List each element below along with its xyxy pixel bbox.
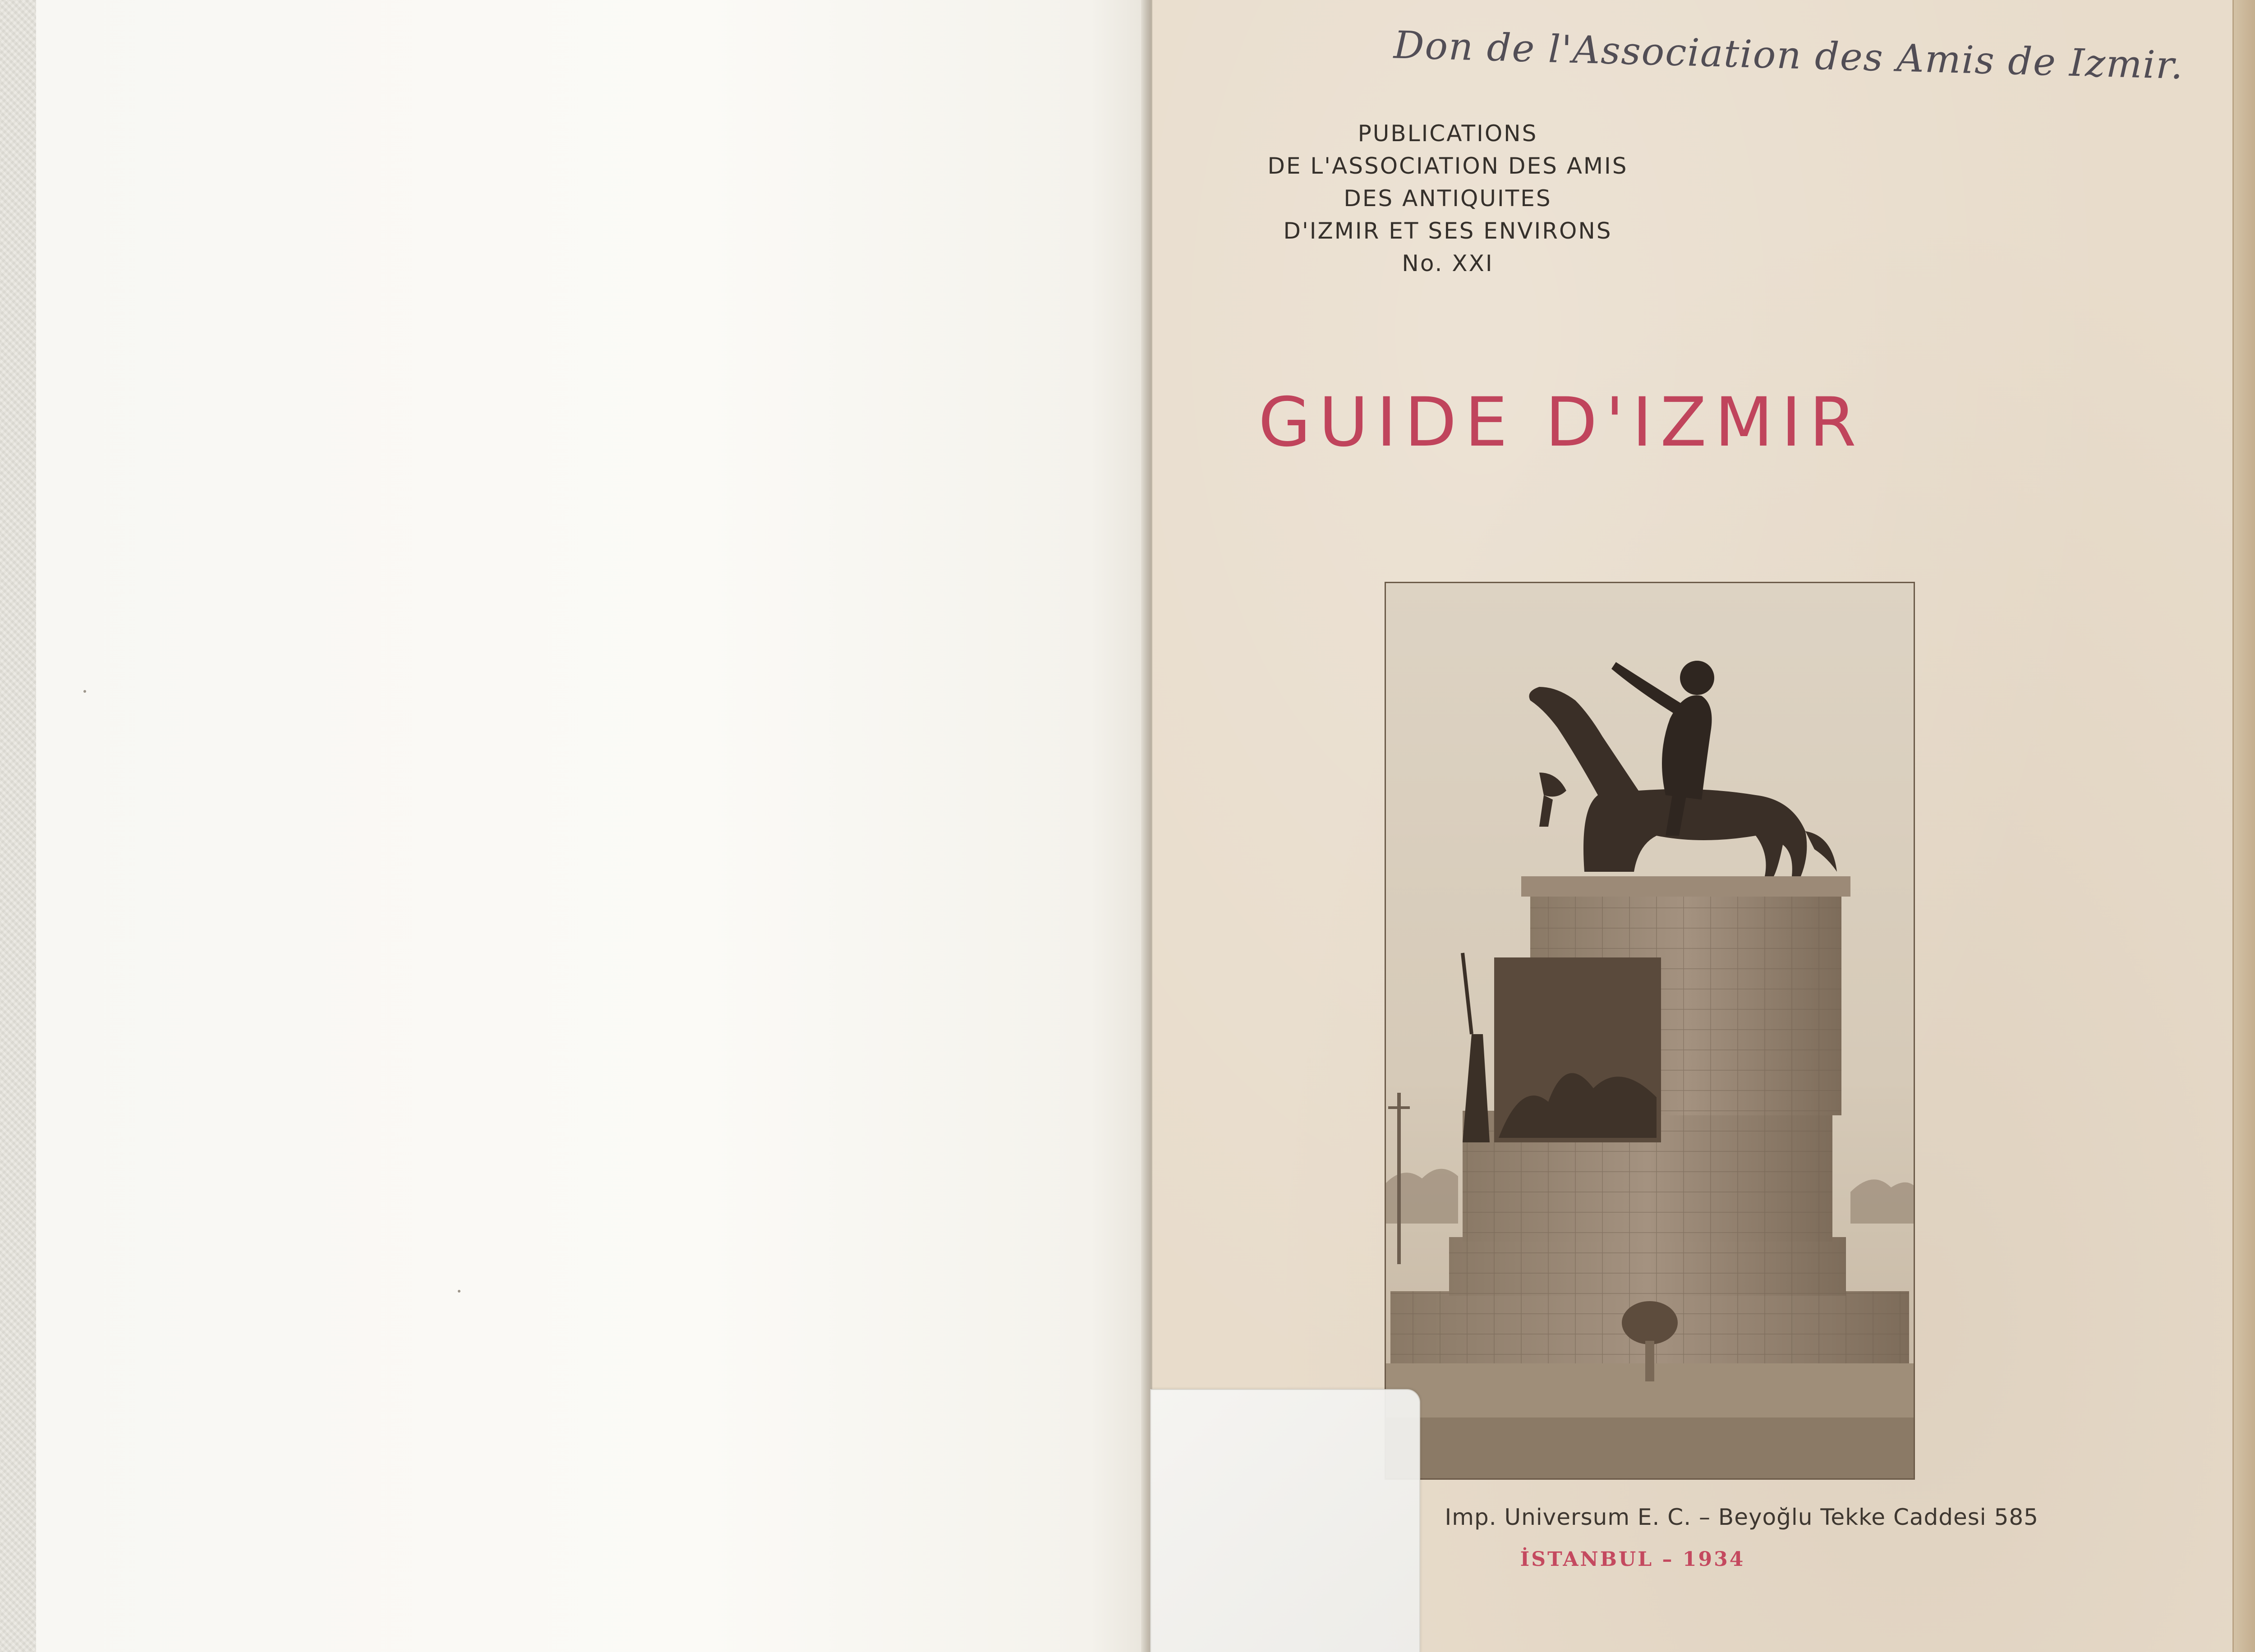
- paper-speck: [83, 690, 86, 693]
- series-number: No. XXI: [1402, 250, 1494, 276]
- library-label-sticker: [1150, 1389, 1420, 1652]
- equestrian-statue-illustration: [1386, 583, 1914, 1478]
- page-edge: [2232, 0, 2255, 1652]
- paper-speck: [458, 1290, 460, 1293]
- handwritten-dedication: Don de l'Association des Amis de Izmir.: [1393, 23, 2185, 88]
- left-binding-edge: [0, 0, 37, 1652]
- publisher-line: DES ANTIQUITES: [1344, 185, 1552, 212]
- frontispiece-photo: [1385, 582, 1915, 1480]
- publisher-line: DE L'ASSOCIATION DES AMIS: [1267, 153, 1628, 179]
- publisher-line: PUBLICATIONS: [1358, 120, 1538, 147]
- blank-left-page: [36, 0, 1146, 1652]
- book-title: GUIDE D'IZMIR: [1258, 383, 1864, 462]
- publisher-block: [1218, 117, 1678, 280]
- publisher-line: D'IZMIR ET SES ENVIRONS: [1283, 218, 1612, 244]
- printer-imprint: Imp. Universum E. C. – Beyoğlu Tekke Caddesi 585: [1445, 1504, 2039, 1530]
- place-and-year: İSTANBUL – 1934: [1520, 1548, 1745, 1571]
